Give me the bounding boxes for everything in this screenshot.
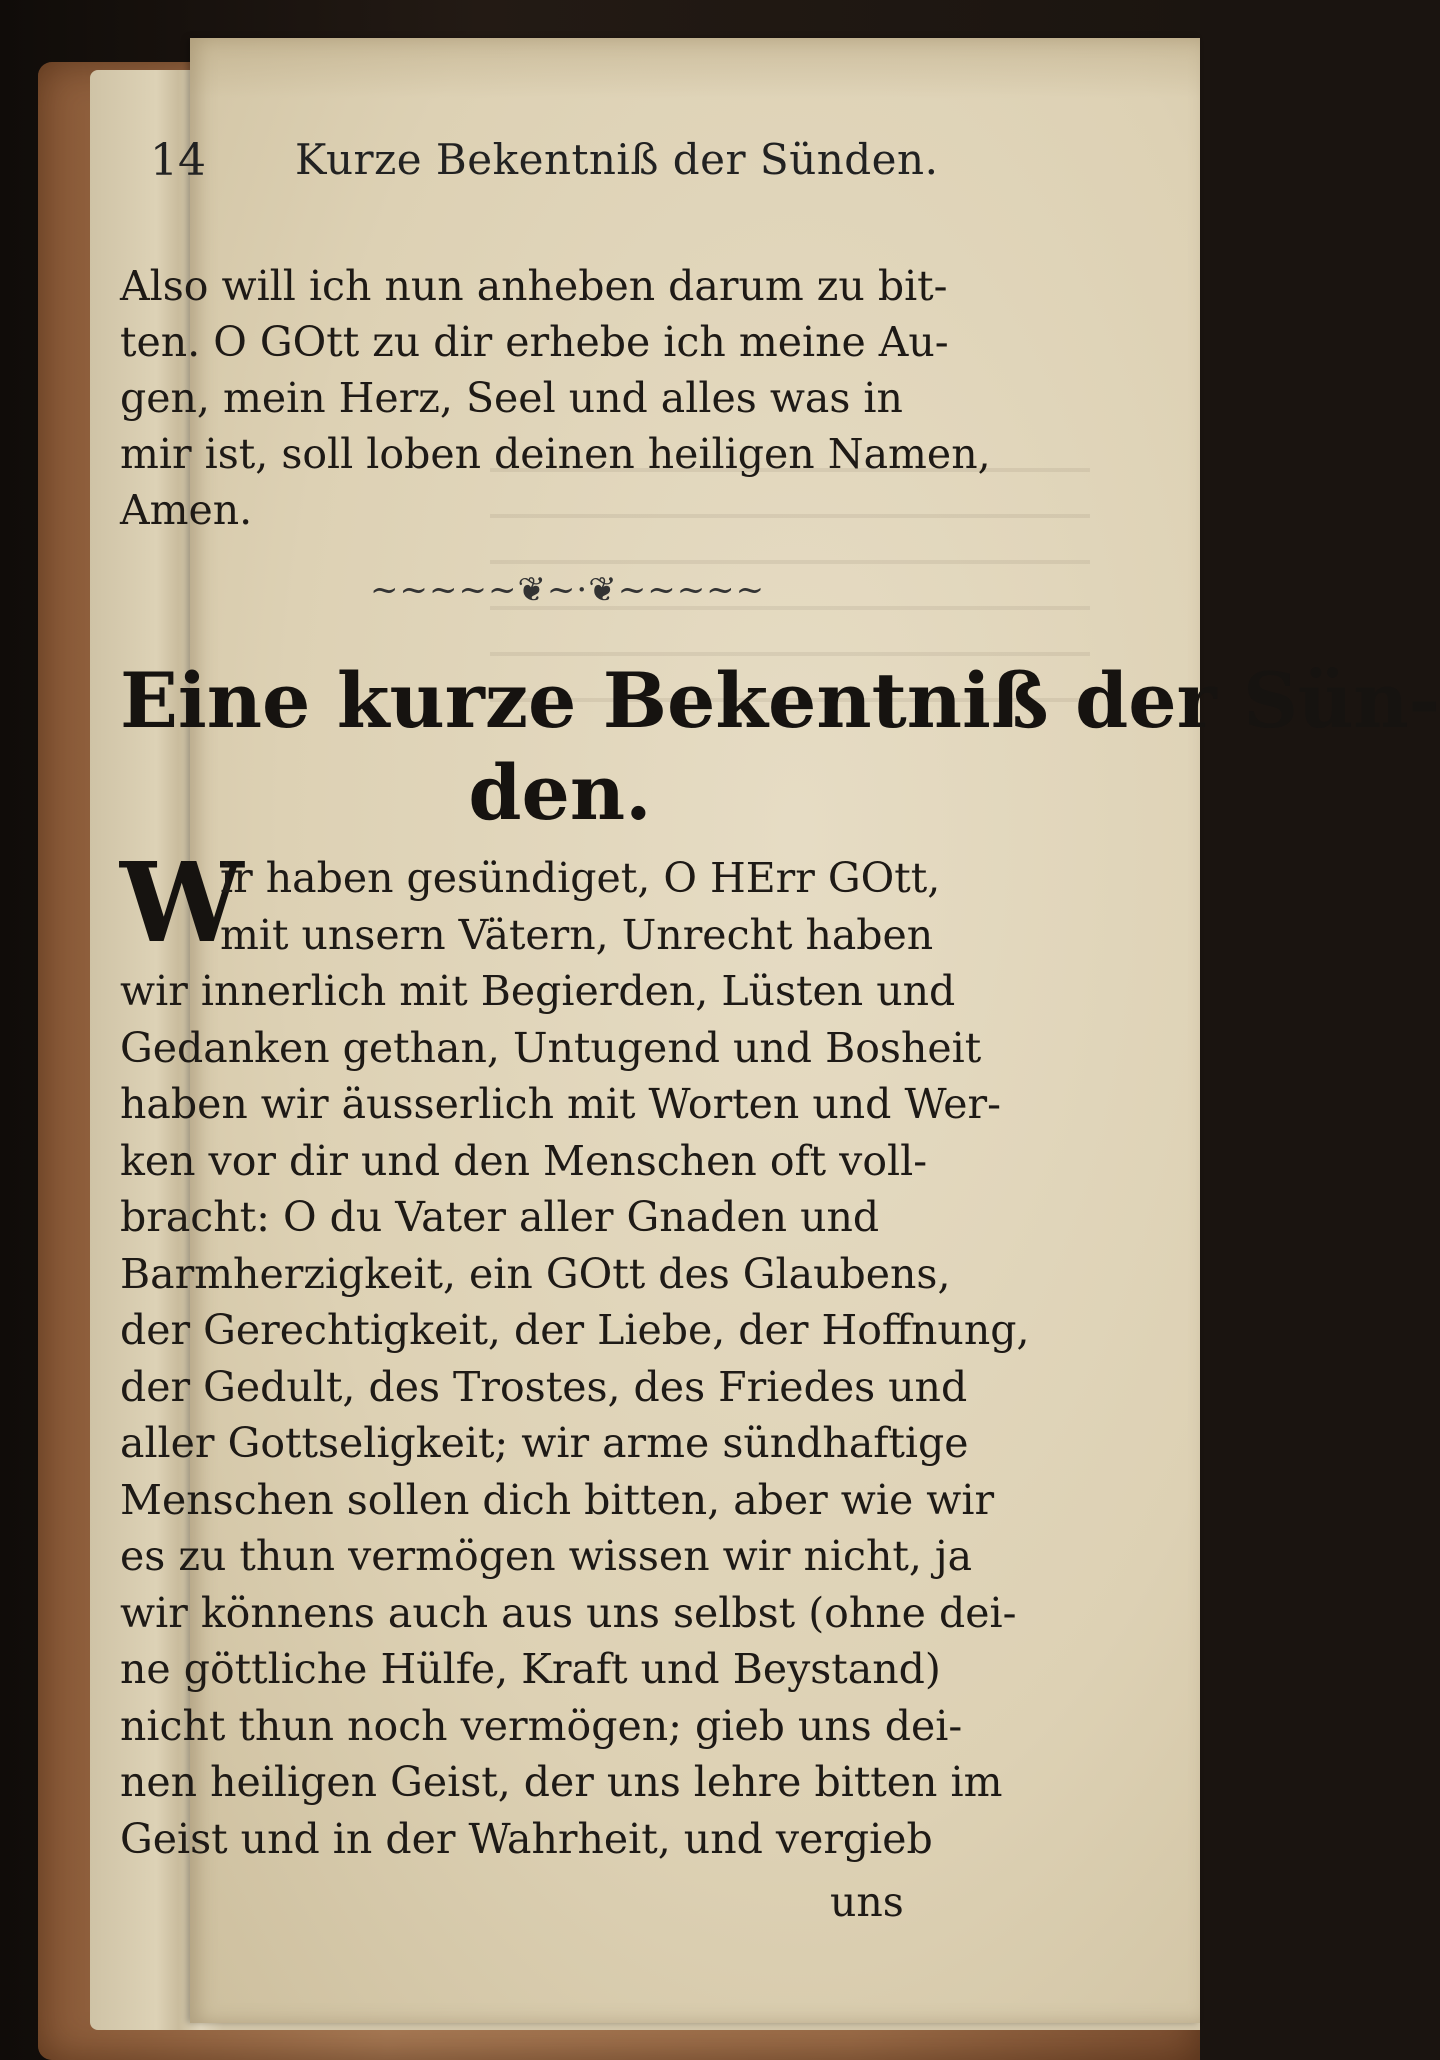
prayer-body: [120, 838, 1030, 1867]
text-line: bracht: O du Vater aller Gnaden und: [120, 1193, 880, 1241]
text-line: haben wir äusserlich mit Worten und Wer-: [120, 1080, 1001, 1128]
text-line: Gedanken gethan, Untugend und Bosheit: [120, 1023, 982, 1072]
text-line: gen, mein Herz, Seel und alles was in: [120, 374, 903, 422]
section-title: [120, 655, 1440, 839]
page-number: 14: [150, 135, 206, 186]
title-line: den.: [468, 748, 652, 837]
text-line: aller Gottseligkeit; wir arme sündhaftige: [120, 1419, 969, 1467]
text-line: mit unsern Vätern, Unrecht haben: [220, 910, 934, 959]
drop-cap: W: [120, 838, 244, 967]
closing-paragraph: [120, 258, 990, 538]
text-line: wir innerlich mit Begierden, Lüsten und: [120, 967, 956, 1015]
text-line: ten. O GOtt zu dir erhebe ich meine Au-: [120, 318, 949, 366]
catchword: uns: [830, 1878, 904, 1926]
text-line: nicht thun noch vermögen; gieb uns dei-: [120, 1701, 963, 1750]
text-line: nen heiligen Geist, der uns lehre bitten im: [120, 1758, 1003, 1806]
running-head: Kurze Bekentniß der Sünden.: [295, 135, 939, 184]
text-line: wir könnens auch aus uns selbst (ohne dei-: [120, 1588, 1017, 1637]
text-line: ne göttliche Hülfe, Kraft und Beystand): [120, 1645, 941, 1693]
text-line: der Gerechtigkeit, der Liebe, der Hoffnung,: [120, 1306, 1030, 1354]
title-line: Eine kurze Bekentniß der Sün-: [120, 656, 1440, 745]
text-line: es zu thun vermögen wissen wir nicht, ja: [120, 1532, 973, 1580]
text-line: Menschen sollen dich bitten, aber wie wir: [120, 1475, 995, 1524]
text-line: Barmherzigkeit, ein GOtt des Glaubens,: [120, 1249, 951, 1298]
text-line: der Gedult, des Trostes, des Friedes und: [120, 1362, 968, 1411]
text-line: Geist und in der Wahrheit, und vergieb: [120, 1814, 933, 1863]
text-line: mir ist, soll loben deinen heiligen Namen,: [120, 430, 991, 478]
text-line: Amen.: [120, 486, 253, 534]
text-line: ir haben gesündiget, O HErr GOtt,: [220, 854, 941, 902]
text-line: ken vor dir und den Menschen oft voll-: [120, 1136, 928, 1185]
page-header: [150, 135, 990, 205]
text-line: Also will ich nun anheben darum zu bit-: [120, 262, 948, 310]
ornament-divider: ~~~~~❦~·❦~~~~~: [370, 570, 766, 610]
